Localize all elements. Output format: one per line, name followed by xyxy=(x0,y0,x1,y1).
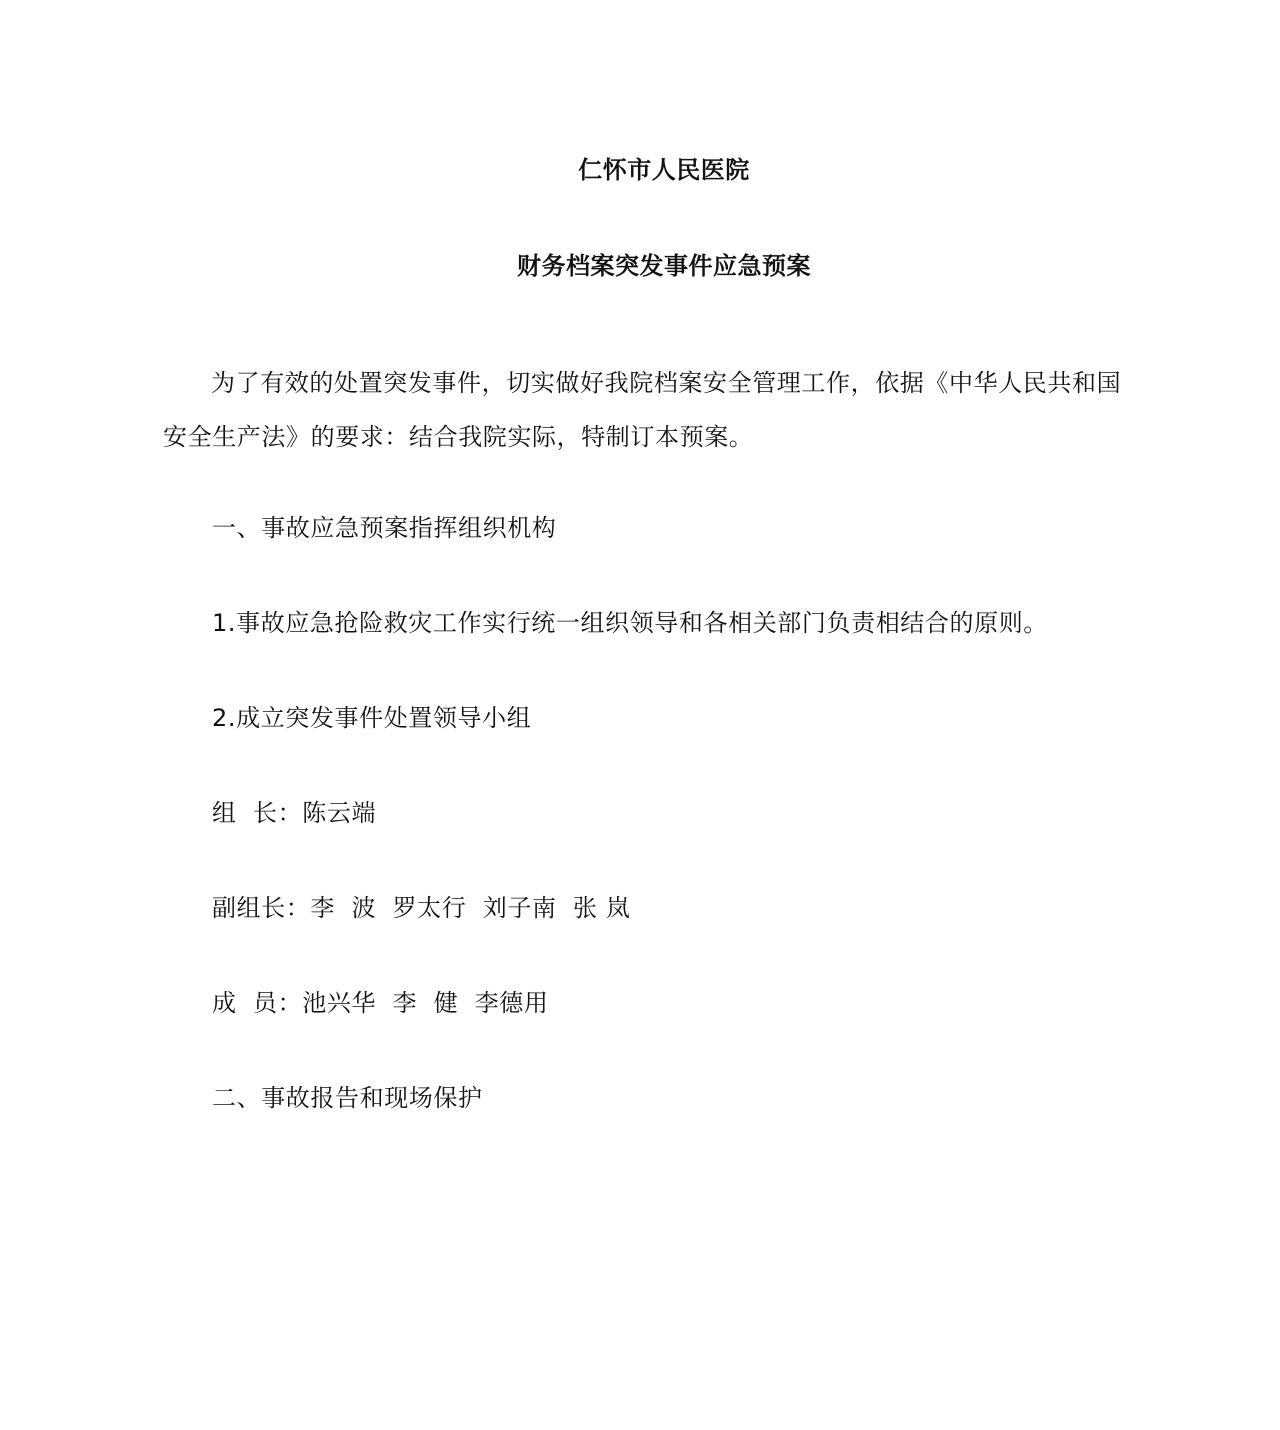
members-line: 成 员：池兴华 李 健 李德用 xyxy=(212,989,549,1017)
item-1: 1.事故应急抢险救灾工作实行统一组织领导和各相关部门负责相结合的原则。 xyxy=(212,609,1048,637)
leader-line: 组 长：陈云端 xyxy=(212,799,377,827)
intro-paragraph: 为了有效的处置突发事件，切实做好我院档案安全管理工作，依据《中华人民共和国安全生产法》的要求：结合我院实际，特制订本预案。 xyxy=(163,369,1122,451)
section-1-heading: 一、事故应急预案指挥组织机构 xyxy=(212,514,557,542)
deputy-leaders-line: 副组长：李 波 罗太行 刘子南 张 岚 xyxy=(212,894,631,922)
plan-title: 财务档案突发事件应急预案 xyxy=(517,252,811,280)
section-2-heading: 二、事故报告和现场保护 xyxy=(212,1084,483,1112)
item-2: 2.成立突发事件处置领导小组 xyxy=(212,704,532,732)
hospital-title: 仁怀市人民医院 xyxy=(578,156,750,184)
